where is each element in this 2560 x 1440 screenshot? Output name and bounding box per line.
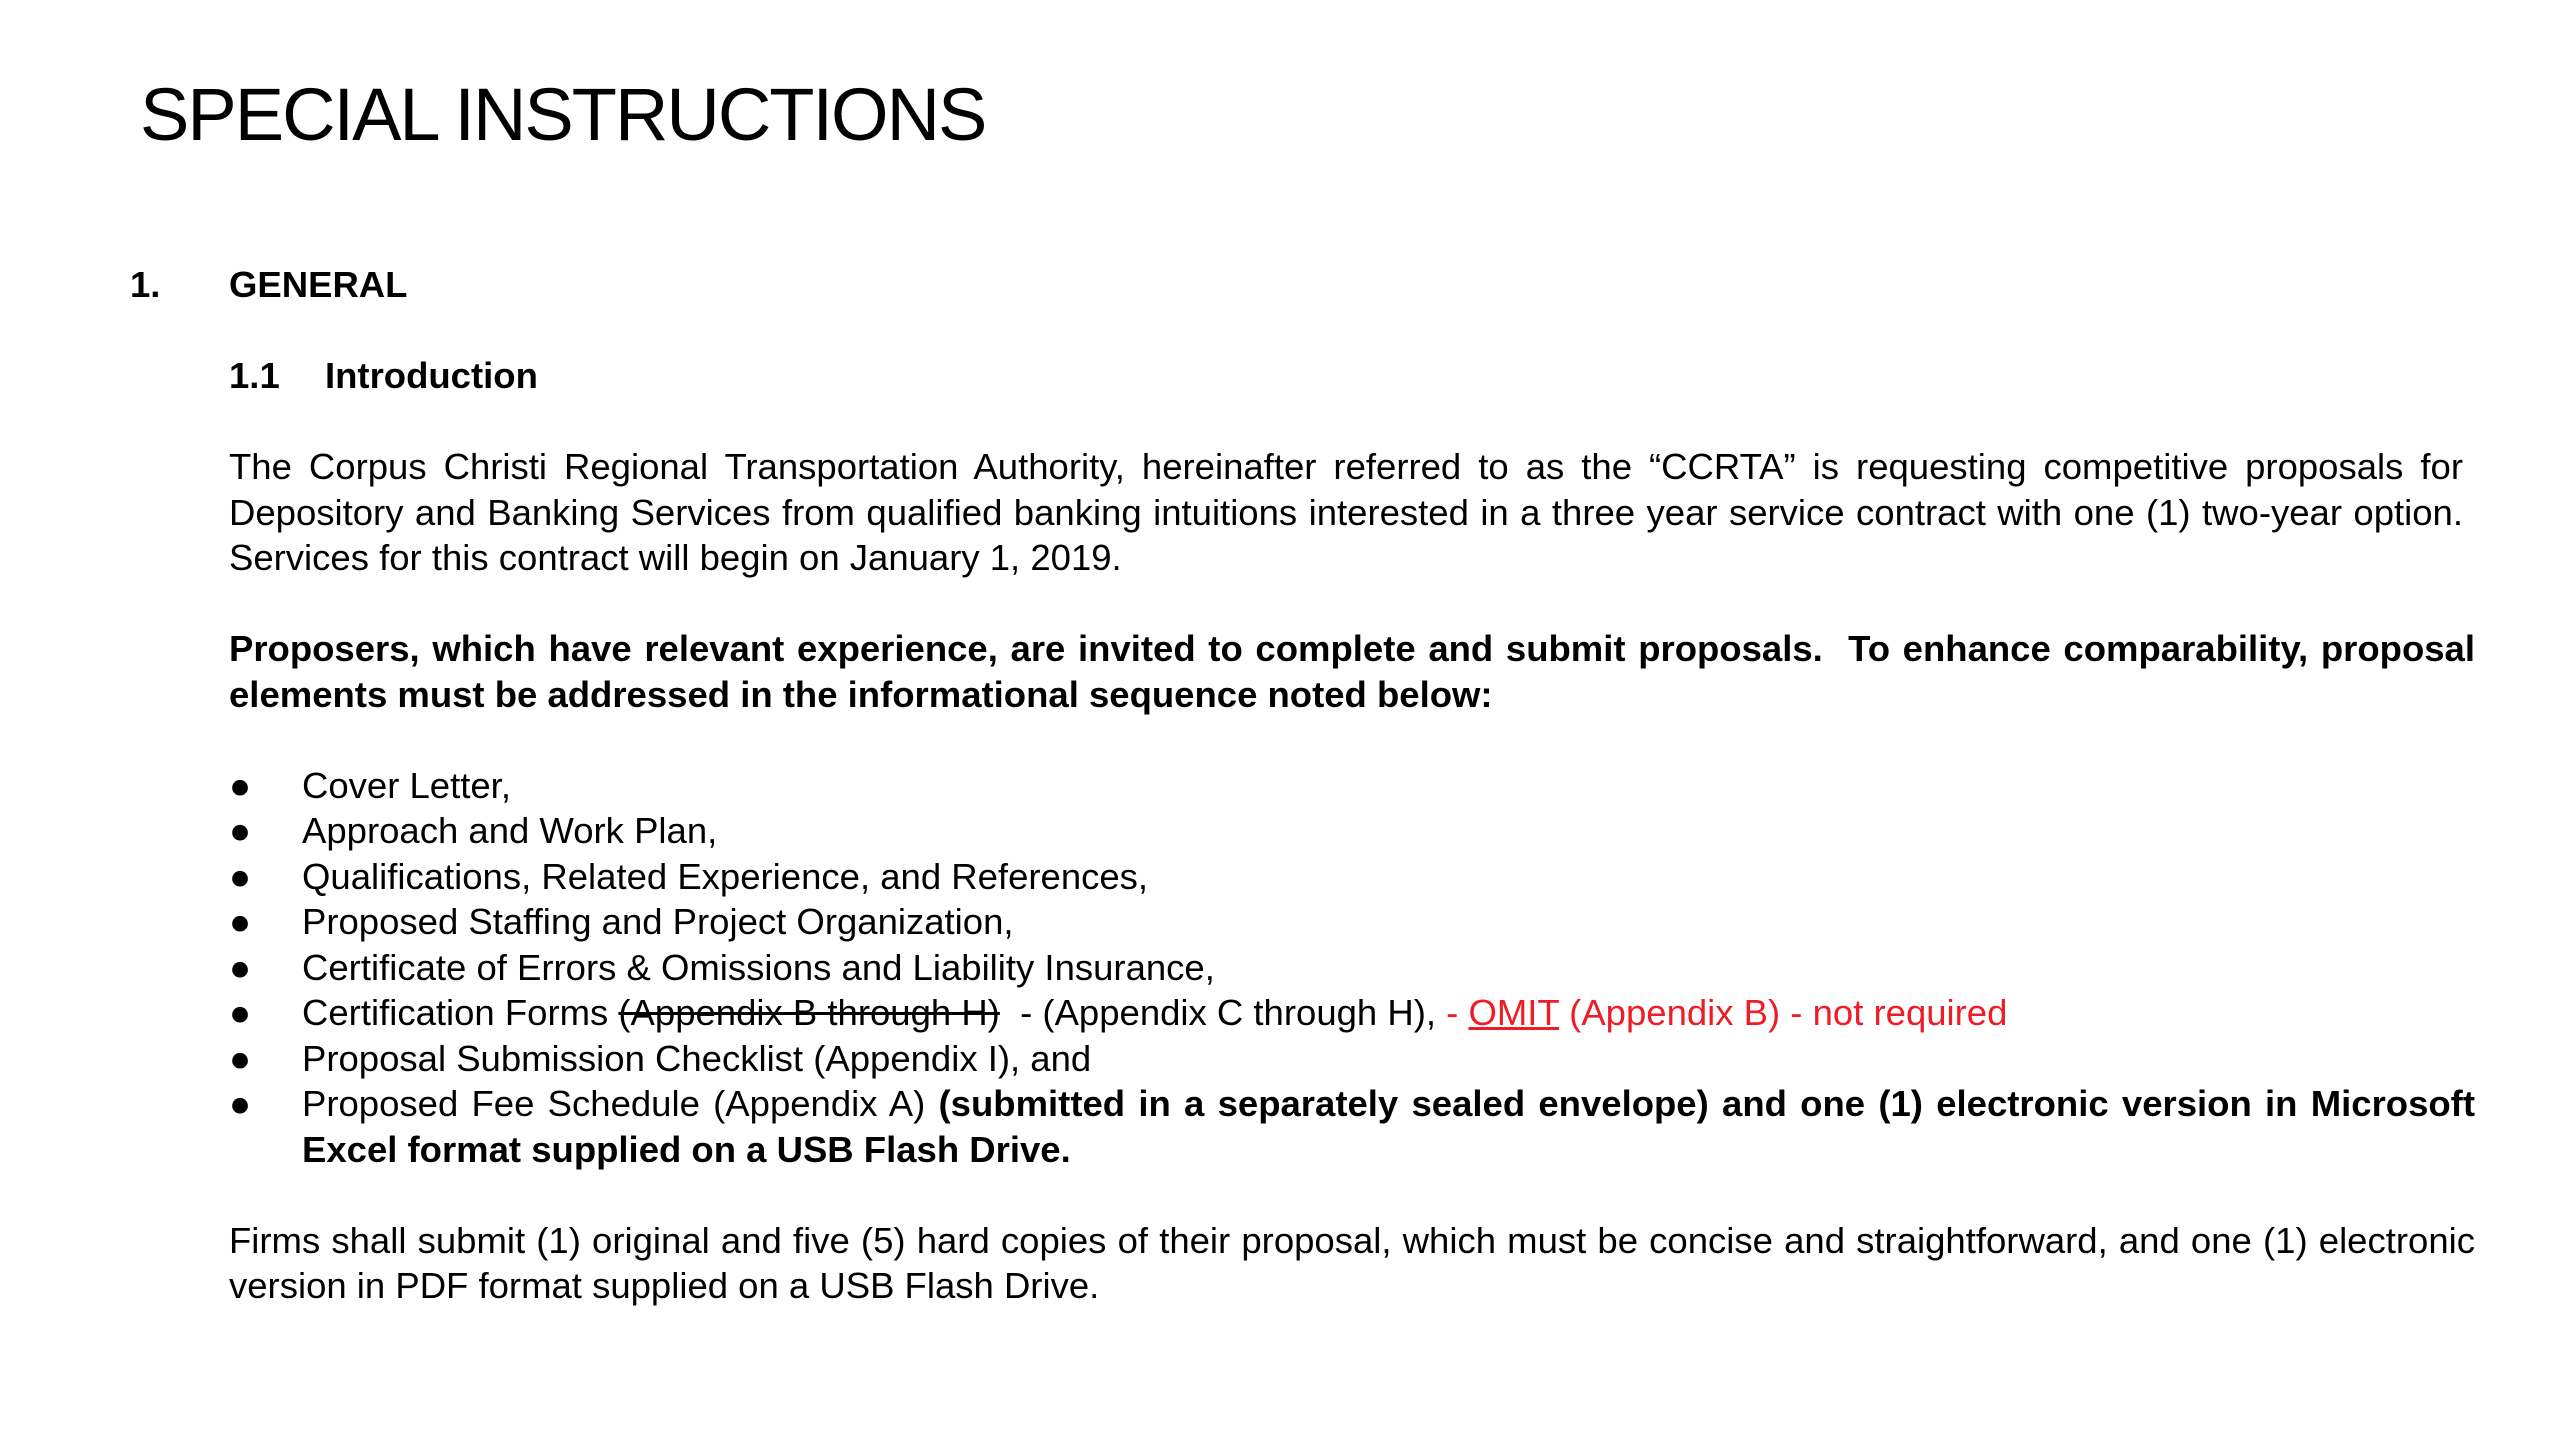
list-item [229, 808, 2475, 854]
instruction-paragraph: Proposers, which have relevant experience, are invited to complete and submit proposals. To enhance comparability, proposal elements must be addressed in the informational sequence noted below: [229, 628, 2475, 715]
list-item-text [302, 1081, 2475, 1172]
bullet-icon: ● [229, 1037, 252, 1079]
document-body [130, 262, 2475, 1309]
list-item [229, 1081, 2475, 1172]
fee-schedule-label: Proposed Fee Schedule (Appendix A) [302, 1083, 939, 1124]
omit-dash: - [1446, 992, 1469, 1033]
list-item [229, 763, 2475, 809]
subsection-number: 1.1 [229, 355, 280, 396]
list-item-text: Cover Letter, [302, 764, 511, 806]
list-item-text: Certificate of Errors & Omissions and Liability Insurance, [302, 946, 1215, 988]
bullet-icon: ● [229, 901, 252, 942]
proposal-elements-list [229, 763, 2475, 1173]
closing-paragraph: Firms shall submit (1) original and five (5) hard copies of their proposal, which must be concise and straightforward, and one (1) electronic version in PDF format supplied on a USB Flash Drive. [229, 1219, 2475, 1306]
section-number: 1. [130, 264, 161, 305]
list-item [229, 1036, 2475, 1082]
subsection-title: Introduction [325, 355, 538, 396]
bullet-icon: ● [229, 992, 252, 1033]
list-item-text: Proposal Submission Checklist (Appendix I), and [302, 1037, 1092, 1079]
list-item-text: Proposed Staffing and Project Organization, [302, 901, 1014, 942]
section-title: GENERAL [229, 264, 408, 305]
list-item [229, 899, 2475, 945]
bullet-icon: ● [229, 855, 252, 897]
list-item [229, 854, 2475, 900]
list-item-text: Approach and Work Plan, [302, 810, 718, 851]
revised-appendix-range: - (Appendix C through H), [999, 992, 1447, 1033]
bullet-icon: ● [229, 764, 252, 806]
list-item [229, 990, 2475, 1036]
subsection-heading [229, 353, 2475, 399]
fee-schedule-requirement: (submitted in a separately sealed envelope) and one (1) electronic version in Microsoft Excel format supplied on a USB Flash Drive. [302, 1083, 2475, 1170]
slide-title: SPECIAL INSTRUCTIONS [140, 73, 986, 156]
intro-paragraph: The Corpus Christi Regional Transportation Authority, hereinafter referred to as the “CCRTA” is requesting competitive proposals for Depository and Banking Services from qualified banking intuitions interested in a three year service contract with one (1) two-year option. Services for this contract will begin on January 1, 2019. [229, 446, 2463, 578]
certification-forms-label: Certification Forms [302, 992, 619, 1033]
omit-marker: OMIT [1468, 992, 1560, 1033]
bullet-icon: ● [229, 810, 252, 851]
list-item [229, 945, 2475, 991]
list-item-text [302, 990, 2475, 1036]
section-heading [130, 262, 2475, 308]
bullet-icon: ● [229, 1083, 252, 1124]
list-item-text: Qualifications, Related Experience, and References, [302, 855, 1149, 897]
omit-note: (Appendix B) - not required [1559, 992, 2008, 1033]
bullet-icon: ● [229, 946, 252, 988]
struck-appendix-range: (Appendix B through H) [618, 992, 1000, 1033]
